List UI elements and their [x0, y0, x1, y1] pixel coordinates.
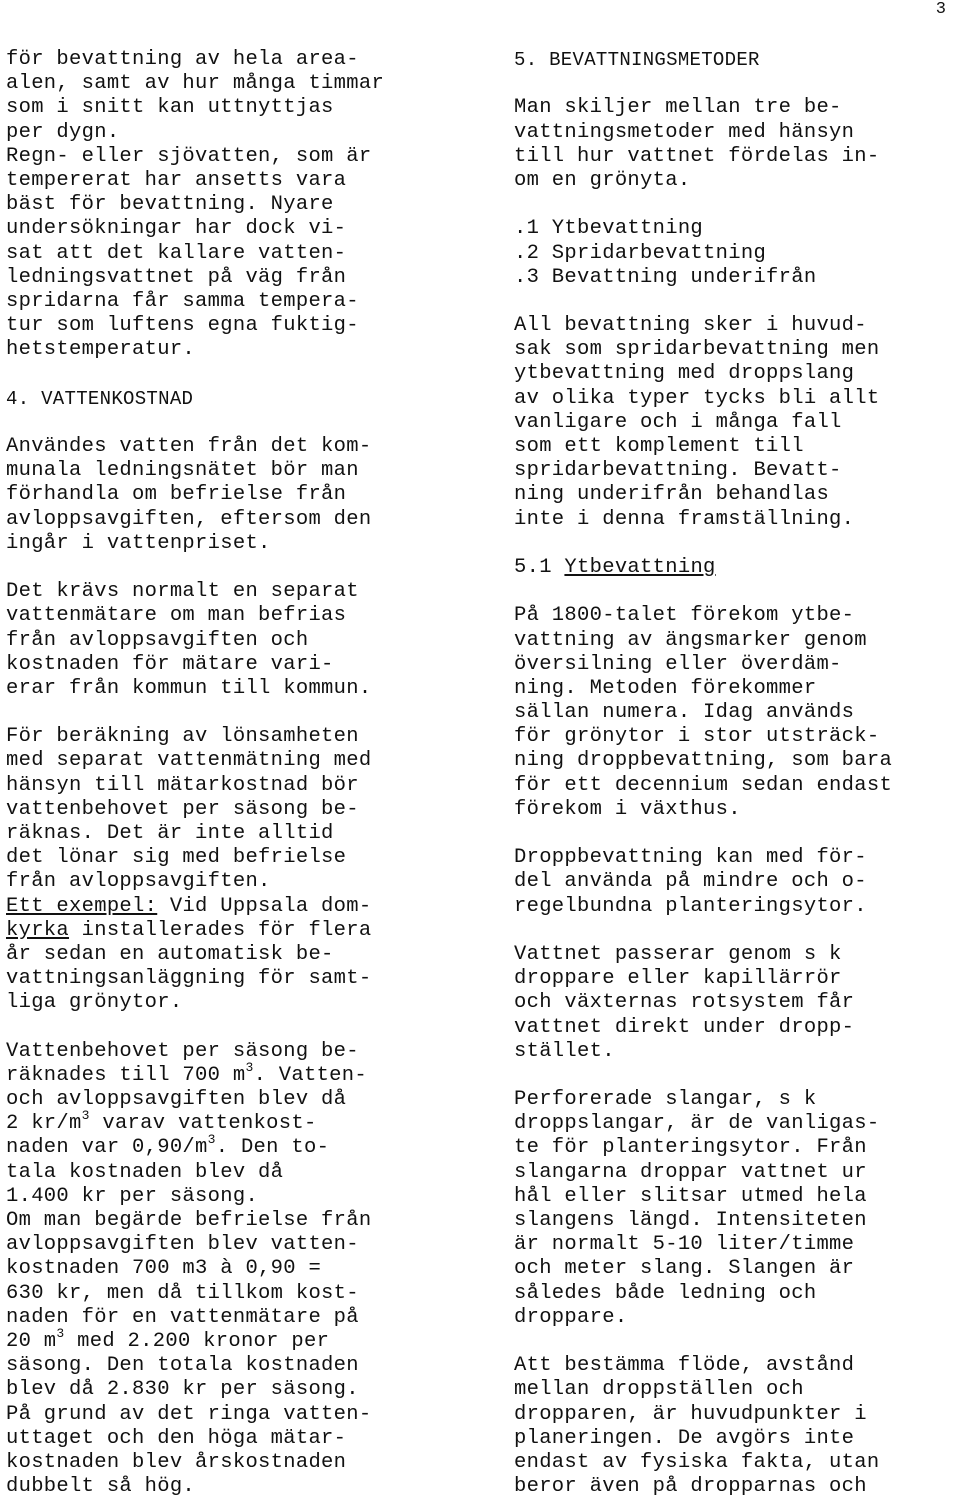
text-line: regelbundna planteringsytor. — [514, 894, 867, 918]
text-line: För beräkning av lönsamheten — [6, 725, 359, 749]
cost-paragraph — [6, 1040, 476, 1500]
text-line: per dygn. — [6, 120, 120, 144]
text-line: översilning eller överdäm- — [514, 652, 842, 676]
text-line: blev då 2.830 kr per säsong. — [6, 1378, 359, 1402]
example-label: Ett exempel: — [6, 894, 158, 918]
text-line: droppare. — [514, 1305, 628, 1329]
paragraph — [514, 1354, 959, 1499]
subheading-title: Ytbevattning — [564, 555, 716, 579]
text-line: vattning av ängsmarker genom — [514, 628, 867, 652]
text-line: ning droppbevattning, som bara — [514, 749, 893, 773]
superscript: 3 — [56, 1325, 65, 1341]
text-line: avloppsavgiften, eftersom den — [6, 507, 372, 531]
text-fragment: varav vattenkost- — [89, 1112, 317, 1136]
text-line: vanligare och i många fall — [514, 410, 842, 434]
text-line: för ett decennium sedan endast — [514, 773, 893, 797]
text-line: mellan droppställen och — [514, 1378, 804, 1402]
text-line: planeringen. De avgörs inte — [514, 1426, 855, 1450]
text-line: liga grönytor. — [6, 991, 183, 1015]
paragraph — [6, 435, 476, 556]
text-line: uttaget och den höga mätar- — [6, 1426, 347, 1450]
subheading-ytbevattning — [514, 556, 959, 580]
paragraph — [514, 96, 959, 193]
text-line: Om man begärde befrielse från — [6, 1209, 372, 1232]
text-line: undersökningar har dock vi- — [6, 217, 347, 241]
page-number: 3 — [935, 0, 946, 19]
text-line: ytbevattning med droppslang — [514, 362, 855, 386]
text-line — [6, 919, 476, 943]
text-line: Man skiljer mellan tre be- — [514, 96, 842, 120]
superscript: 3 — [81, 1108, 90, 1124]
text-line: med separat vattenmätning med — [6, 749, 372, 773]
text-line: räknas. Det är inte alltid — [6, 822, 334, 845]
text-line: kostnaden 700 m3 à 0,90 = — [6, 1257, 322, 1281]
left-column — [6, 48, 476, 1499]
text-line: det lönar sig med befrielse — [6, 846, 347, 870]
list-item: .1 Ytbevattning — [514, 217, 704, 241]
text-line: för grönytor i stor utsträck- — [514, 725, 880, 749]
text-line: avloppsavgiften blev vatten- — [6, 1233, 359, 1257]
text-fragment: naden var 0,90/m — [6, 1136, 208, 1160]
text-fragment: räknades till 700 m — [6, 1063, 246, 1087]
paragraph — [514, 846, 959, 919]
text-fragment: 2 kr/m — [6, 1112, 82, 1136]
paragraph — [514, 943, 959, 1064]
right-column — [514, 48, 959, 1499]
text-line: hetstemperatur. — [6, 338, 196, 362]
text-line: Vattnet passerar genom s k — [514, 942, 842, 966]
text-line: förekom i växthus. — [514, 797, 741, 821]
text-line: spridarbevattning. Bevatt- — [514, 459, 842, 483]
text-line: Regn- eller sjövatten, som är — [6, 144, 372, 168]
text-line: hål eller slitsar utmed hela — [514, 1184, 867, 1208]
text-line: På grund av det ringa vatten- — [6, 1402, 372, 1426]
text-line: del använda på mindre och o- — [514, 870, 867, 894]
text-line: ning underifrån behandlas — [514, 483, 830, 507]
text-line: sat att det kallare vatten- — [6, 241, 347, 265]
text-line — [6, 895, 476, 919]
text-line: sak som spridarbevattning men — [514, 338, 880, 362]
text-line: vattenbehovet per säsong be- — [6, 797, 359, 821]
text-line: vattningsanläggning för samt- — [6, 967, 372, 991]
text-line: 630 kr, men då tillkom kost- — [6, 1281, 359, 1305]
text-line: vattenmätare om man befrias — [6, 604, 347, 628]
text-line: vattningsmetoder med hänsyn — [514, 120, 855, 144]
text-line: vattnet direkt under dropp- — [514, 1015, 855, 1039]
text-line: av olika typer tycks bli allt — [514, 386, 880, 410]
superscript: 3 — [207, 1132, 216, 1148]
text-line: således både ledning och — [514, 1281, 817, 1305]
text-line: sällan numera. Idag används — [514, 701, 855, 725]
text-line: tempererat har ansetts vara — [6, 168, 347, 192]
text-line: ning. Metoden förekommer — [514, 676, 817, 700]
text-line: hänsyn till mätarkostnad bör — [6, 773, 359, 797]
text-line: tala kostnaden blev då — [6, 1160, 284, 1184]
text-line: tur som luftens egna fuktig- — [6, 314, 359, 338]
text-line: Perforerade slangar, s k — [514, 1088, 817, 1112]
list-item: .2 Spridarbevattning — [514, 241, 767, 265]
text-fragment: Vid Uppsala dom- — [157, 894, 372, 918]
text-line: till hur vattnet fördelas in- — [514, 144, 880, 168]
text-line: beror även på dropparnas och — [514, 1475, 867, 1499]
text-line: säsong. Den totala kostnaden — [6, 1354, 359, 1378]
text-line: som i snitt kan uttnyttjas — [6, 96, 334, 120]
text-line: ledningsvattnet på väg från — [6, 265, 347, 289]
text-line: från avloppsavgiften och — [6, 628, 309, 652]
text-line: och växternas rotsystem får — [514, 991, 855, 1015]
text-line: om en grönyta. — [514, 168, 691, 192]
text-fragment: . Vatten- — [253, 1063, 367, 1087]
text-line: te för planteringsytor. Från — [514, 1136, 867, 1160]
text-line: munala ledningsnätet bör man — [6, 459, 359, 483]
text-line: slangens längd. Intensiteten — [514, 1209, 867, 1232]
text-line — [6, 1108, 476, 1136]
text-line: förhandla om befrielse från — [6, 483, 347, 507]
superscript: 3 — [245, 1059, 254, 1075]
text-line: erar från kommun till kommun. — [6, 676, 372, 700]
text-line: kostnaden för mätare vari- — [6, 652, 334, 676]
text-line: och meter slang. Slangen är — [514, 1257, 855, 1281]
text-line — [6, 1059, 476, 1088]
text-line: dropparen, är huvudpunkter i — [514, 1402, 867, 1426]
text-line: Vattenbehovet per säsong be- — [6, 1039, 359, 1063]
section-heading-vattenkostnad: 4. VATTENKOSTNAD — [6, 387, 194, 410]
text-line: Det krävs normalt en separat — [6, 580, 359, 604]
text-line — [6, 1325, 476, 1354]
text-line: droppare eller kapillärrör — [514, 967, 842, 991]
text-line: Droppbevattning kan med för- — [514, 846, 867, 870]
paragraph — [514, 314, 959, 532]
text-line: endast av fysiska fakta, utan — [514, 1450, 880, 1474]
text-line: bäst för bevattning. Nyare — [6, 193, 334, 217]
text-line: slangarna droppar vattnet ur — [514, 1160, 867, 1184]
list-item: .3 Bevattning underifrån — [514, 265, 817, 289]
text-line: från avloppsavgiften. — [6, 870, 271, 894]
text-line: ingår i vattenpriset. — [6, 531, 271, 555]
text-fragment: . Den to- — [215, 1136, 330, 1160]
subheading-number: 5.1 — [514, 555, 552, 579]
method-list — [514, 217, 959, 290]
paragraph — [6, 580, 476, 701]
text-line: är normalt 5-10 liter/timme — [514, 1233, 855, 1257]
text-line: år sedan en automatisk be- — [6, 942, 334, 966]
text-fragment: med 2.200 kronor per — [64, 1329, 330, 1353]
text-line: alen, samt av hur många timmar — [6, 72, 385, 96]
section-heading-bevattningsmetoder: 5. BEVATTNINGSMETODER — [514, 49, 760, 71]
paragraph — [514, 1088, 959, 1330]
paragraph — [514, 604, 959, 822]
text-line: inte i denna framställning. — [514, 507, 855, 531]
text-fragment: 20 m — [6, 1329, 57, 1353]
text-line: naden för en vattenmätare på — [6, 1305, 359, 1329]
text-line: spridarna får samma tempera- — [6, 289, 359, 313]
underlined-word: kyrka — [6, 918, 70, 942]
text-line: 1.400 kr per säsong. — [6, 1184, 259, 1208]
text-line: Att bestämma flöde, avstånd — [514, 1354, 855, 1378]
text-line: All bevattning sker i huvud- — [514, 314, 867, 338]
text-line: droppslangar, är de vanligas- — [514, 1112, 880, 1136]
text-fragment: installerades för flera — [69, 918, 372, 942]
paragraph — [6, 725, 476, 894]
text-line — [6, 1132, 476, 1160]
text-line: kostnaden blev årskostnaden — [6, 1450, 347, 1474]
text-line: dubbelt så hög. — [6, 1475, 196, 1499]
text-line: stället. — [514, 1039, 615, 1063]
text-line: och avloppsavgiften blev då — [6, 1088, 347, 1112]
text-line: som ett komplement till — [514, 435, 804, 458]
text-line: för bevattning av hela area- — [6, 48, 359, 71]
example-paragraph — [6, 895, 476, 1016]
text-line: Användes vatten från det kom- — [6, 435, 372, 458]
intro-paragraph — [6, 48, 476, 362]
text-line: På 1800-talet förekom ytbe- — [514, 604, 855, 628]
